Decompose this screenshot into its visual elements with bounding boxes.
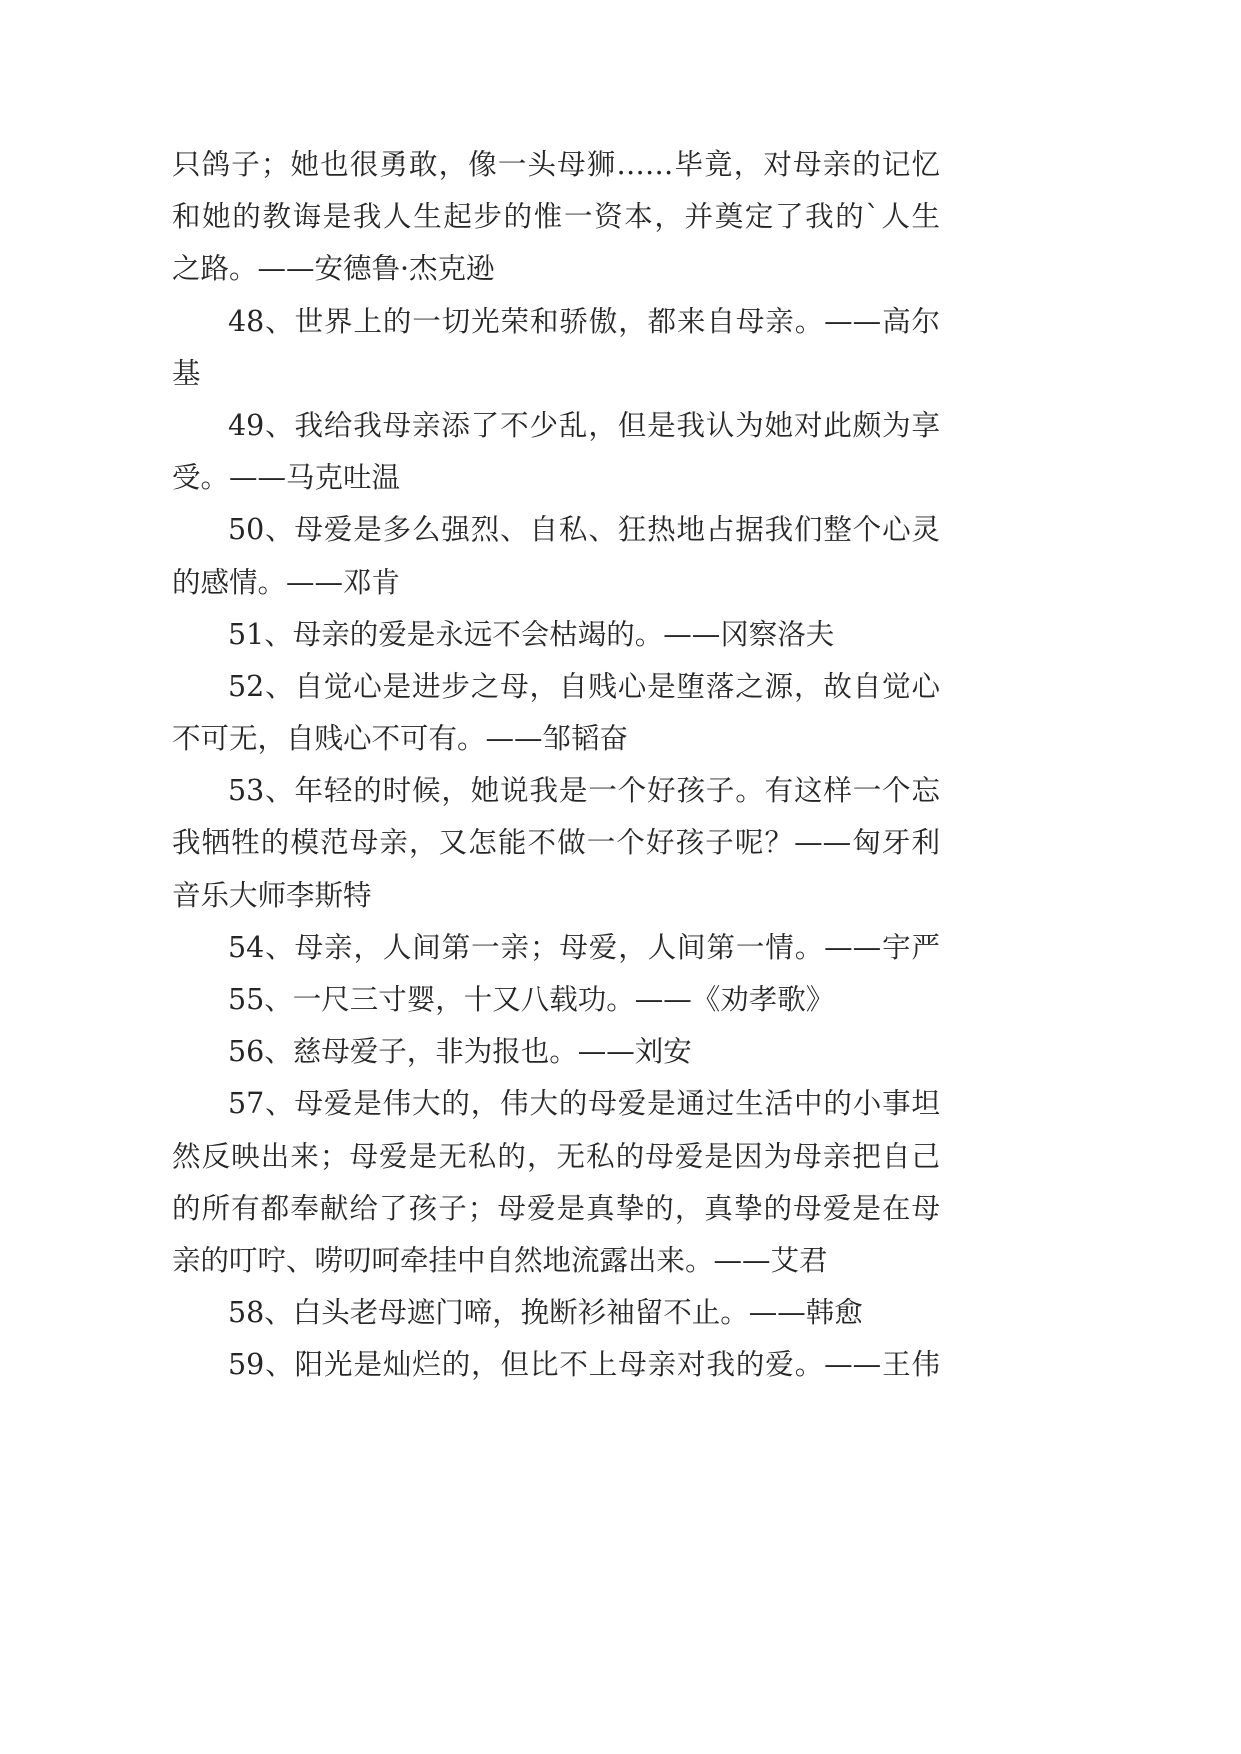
continued-paragraph — [172, 139, 940, 296]
text-line: 然反映出来；母爱是无私的，无私的母爱是因为母亲把自己 — [172, 1139, 940, 1173]
quote-paragraph — [172, 974, 940, 1026]
quote-paragraph — [172, 1287, 940, 1339]
text-line: 48、世界上的一切光荣和骄傲，都来自母亲。——高尔 — [228, 304, 940, 338]
document-body — [172, 139, 940, 1392]
text-line: 只鸽子；她也很勇敢，像一头母狮……毕竟，对母亲的记忆 — [172, 148, 940, 181]
quote-paragraph — [172, 296, 940, 400]
text-line: 51、母亲的爱是永远不会枯竭的。——冈察洛夫 — [228, 617, 835, 651]
text-line: 之路。——安德鲁·杰克逊 — [172, 252, 495, 286]
text-line: 58、白头老母遮门啼，挽断衫袖留不止。——韩愈 — [228, 1296, 863, 1330]
quote-paragraph — [172, 400, 940, 504]
quote-paragraph — [172, 1339, 940, 1391]
text-line: 亲的叮咛、唠叨呵牵挂中自然地流露出来。——艾君 — [172, 1243, 828, 1277]
quote-paragraph — [172, 1026, 940, 1078]
text-line: 音乐大师李斯特 — [172, 878, 372, 912]
text-line: 57、母爱是伟大的，伟大的母爱是通过生活中的小事坦 — [228, 1087, 940, 1121]
text-line: 54、母亲，人间第一亲；母爱，人间第一情。——宇严 — [228, 930, 940, 964]
text-line: 我牺牲的模范母亲，又怎能不做一个好孩子呢？——匈牙利 — [172, 826, 940, 860]
text-line: 的感情。——邓肯 — [172, 565, 401, 599]
text-line: 基 — [172, 356, 201, 390]
text-line: 53、年轻的时候，她说我是一个好孩子。有这样一个忘 — [228, 774, 940, 808]
quote-paragraph — [172, 765, 940, 922]
text-line: 52、自觉心是进步之母，自贱心是堕落之源，故自觉心 — [228, 669, 940, 703]
text-line: 的所有都奉献给了孩子；母爱是真挚的，真挚的母爱是在母 — [172, 1191, 940, 1225]
text-line: 56、慈母爱子，非为报也。——刘安 — [228, 1035, 692, 1069]
quote-paragraph — [172, 609, 940, 661]
quote-paragraph — [172, 504, 940, 608]
quote-paragraph — [172, 1078, 940, 1287]
quote-paragraph — [172, 661, 940, 765]
text-line: 和她的教诲是我人生起步的惟一资本，并奠定了我的`人生 — [172, 200, 940, 234]
text-line: 不可无，自贱心不可有。——邹韬奋 — [172, 722, 629, 756]
text-line: 50、母爱是多么强烈、自私、狂热地占据我们整个心灵 — [228, 513, 940, 547]
text-line: 55、一尺三寸婴，十又八载功。——《劝孝歌》 — [228, 983, 835, 1016]
text-line: 受。——马克吐温 — [172, 461, 401, 495]
text-line: 59、阳光是灿烂的，但比不上母亲对我的爱。——王伟 — [228, 1348, 940, 1382]
quote-paragraph — [172, 922, 940, 974]
text-line: 49、我给我母亲添了不少乱，但是我认为她对此颇为享 — [228, 408, 940, 442]
